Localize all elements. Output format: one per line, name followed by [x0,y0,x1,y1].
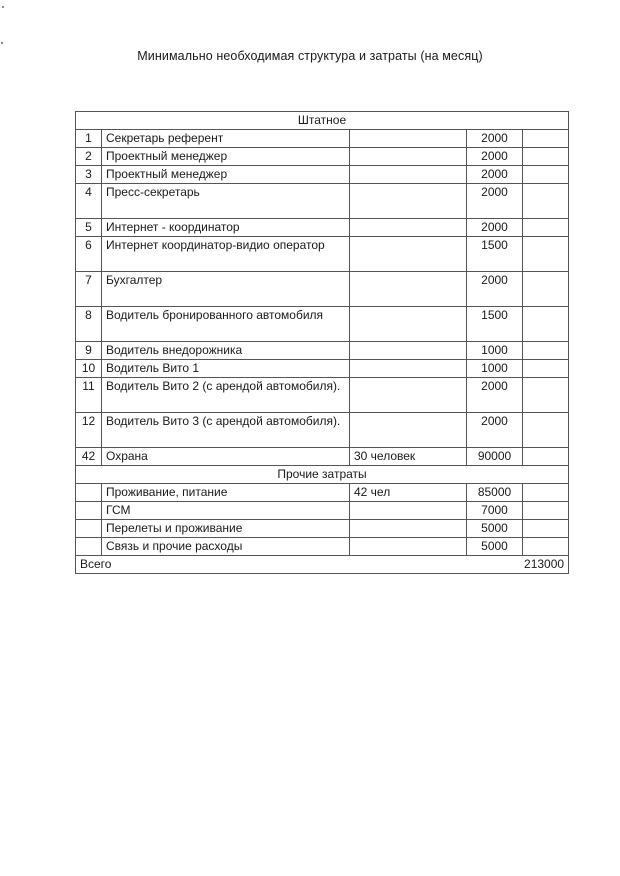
row-amount: 2000 [467,166,523,184]
row-extra [523,148,569,166]
table-row [76,520,569,538]
row-number [76,502,102,520]
row-extra [523,130,569,148]
row-name: Водитель Вито 3 (с арендой автомобиля). [102,413,350,448]
row-name: Секретарь референт [102,130,350,148]
row-quantity [350,219,467,237]
row-name: Водитель внедорожника [102,342,350,360]
row-quantity [350,413,467,448]
row-extra [523,520,569,538]
row-quantity [350,130,467,148]
row-name: Охрана [102,448,350,466]
row-number: 4 [76,184,102,219]
row-number: 7 [76,272,102,307]
row-name: Интернет - координатор [102,219,350,237]
row-name: ГСМ [102,502,350,520]
row-number: 5 [76,219,102,237]
row-number: 42 [76,448,102,466]
row-number: 2 [76,148,102,166]
row-amount: 2000 [467,148,523,166]
row-name: Проживание, питание [102,484,350,502]
row-name: Проектный менеджер [102,166,350,184]
row-quantity [350,148,467,166]
scan-artifact [2,6,4,8]
total-amount: 213000 [467,556,569,574]
row-quantity [350,502,467,520]
row-number: 11 [76,378,102,413]
table-row [76,360,569,378]
page-title: Минимально необходимая структура и затраты (на месяц) [137,49,483,63]
table-row [76,538,569,556]
row-extra [523,378,569,413]
row-extra [523,272,569,307]
row-extra [523,360,569,378]
row-amount: 2000 [467,413,523,448]
table-row [76,166,569,184]
table-row [76,378,569,413]
row-amount: 5000 [467,520,523,538]
row-extra [523,502,569,520]
row-extra [523,237,569,272]
row-quantity [350,184,467,219]
row-extra [523,166,569,184]
row-quantity [350,538,467,556]
row-amount: 1000 [467,342,523,360]
table-row [76,219,569,237]
row-name: Водитель бронированного автомобиля [102,307,350,342]
table-row [76,484,569,502]
table-row [76,413,569,448]
row-extra [523,342,569,360]
total-label: Всего [76,556,467,574]
row-name: Связь и прочие расходы [102,538,350,556]
section-header-staff [76,112,569,130]
row-number: 10 [76,360,102,378]
row-amount: 2000 [467,272,523,307]
row-amount: 1500 [467,307,523,342]
table-row [76,307,569,342]
row-quantity [350,307,467,342]
row-quantity: 42 чел [350,484,467,502]
row-amount: 5000 [467,538,523,556]
row-number [76,538,102,556]
scan-artifact [1,42,3,44]
row-amount: 90000 [467,448,523,466]
row-name: Интернет координатор-видио оператор [102,237,350,272]
row-extra [523,219,569,237]
row-quantity [350,520,467,538]
row-number: 8 [76,307,102,342]
row-number: 6 [76,237,102,272]
row-extra [523,413,569,448]
section-heading: Штатное [76,112,569,130]
row-quantity [350,342,467,360]
row-number [76,520,102,538]
row-quantity: 30 человек [350,448,467,466]
row-number: 9 [76,342,102,360]
row-amount: 1000 [467,360,523,378]
row-number: 3 [76,166,102,184]
row-quantity [350,272,467,307]
row-quantity [350,166,467,184]
row-quantity [350,360,467,378]
row-extra [523,538,569,556]
total-row [76,556,569,574]
table-row [76,148,569,166]
row-extra [523,448,569,466]
row-amount: 2000 [467,130,523,148]
table-row [76,502,569,520]
table-row [76,448,569,466]
row-number: 1 [76,130,102,148]
table-row [76,237,569,272]
row-extra [523,184,569,219]
row-quantity [350,378,467,413]
row-name: Пресс-секретарь [102,184,350,219]
table-row [76,342,569,360]
row-amount: 1500 [467,237,523,272]
table-row [76,272,569,307]
section-header-other [76,466,569,484]
row-name: Перелеты и проживание [102,520,350,538]
row-quantity [350,237,467,272]
row-amount: 2000 [467,219,523,237]
section-heading: Прочие затраты [76,466,569,484]
row-extra [523,484,569,502]
row-amount: 2000 [467,378,523,413]
row-number [76,484,102,502]
row-name: Бухгалтер [102,272,350,307]
table-row [76,130,569,148]
cost-table [75,111,569,574]
row-name: Водитель Вито 2 (с арендой автомобиля). [102,378,350,413]
row-amount: 85000 [467,484,523,502]
table-row [76,184,569,219]
row-number: 12 [76,413,102,448]
row-extra [523,307,569,342]
row-name: Проектный менеджер [102,148,350,166]
row-name: Водитель Вито 1 [102,360,350,378]
row-amount: 2000 [467,184,523,219]
row-amount: 7000 [467,502,523,520]
